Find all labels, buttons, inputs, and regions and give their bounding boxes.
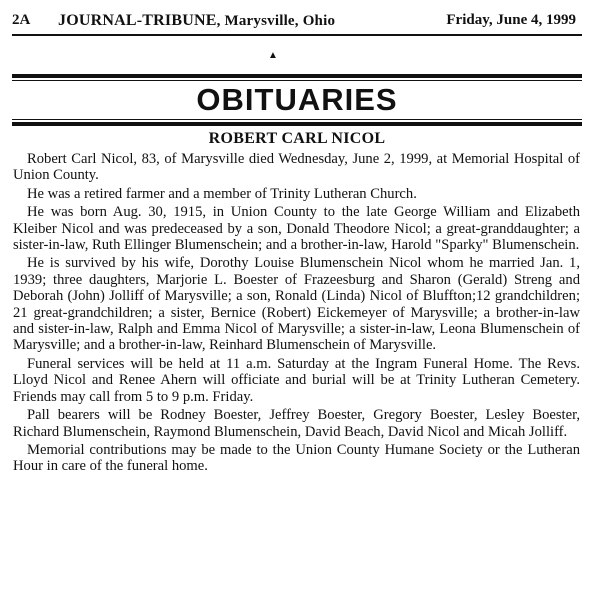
issue-date: Friday, June 4, 1999 xyxy=(446,12,576,28)
obituary-body xyxy=(13,151,580,477)
banner-top-rule-thin xyxy=(12,80,582,81)
paper-name: JOURNAL-TRIBUNE xyxy=(58,12,217,29)
paragraph-occupation: He was a retired farmer and a member of Trinity Lutheran Church. xyxy=(27,185,417,202)
section-title: OBITUARIES xyxy=(196,82,398,117)
page-number: 2A xyxy=(12,12,31,28)
paper-title xyxy=(58,12,335,30)
masthead-rule xyxy=(12,34,582,36)
paper-location: , Marysville, Ohio xyxy=(216,13,336,29)
paragraph-birth: He was born Aug. 30, 1915, in Union County to the late George William and Elizabeth Kleiber Nicol and was predeceased by a son, Donald Theodore Nicol; a great-granddaughter; a sister-in-law, Ruth Ellinger Blumenschein; and a brother-in-law, Harold "Sparky" Blumenschein. xyxy=(13,204,580,254)
banner-bottom-rule-thin xyxy=(12,119,582,120)
banner-top-rule-thick xyxy=(12,74,582,78)
masthead xyxy=(12,8,582,32)
obituary-headline: ROBERT CARL NICOL xyxy=(208,130,386,147)
paragraph-survivors: He is survived by his wife, Dorothy Louise Blumenschein Nicol whom he married Jan. 1, 1939; three daughters, Marjorie L. Boester of Frazeesburg and Sharon (Gerald) Streng and Deborah (John) Jolliff of Marysville; a son, Ronald (Linda) Nicol of Bluffton;12 grandchildren; 21 great-grandchildren; a sister, Bernice (Robert) Eickemeyer of Marysville; a brother-in-law and sister-in-law, Ralph and Emma Nicol of Marysville; a sister-in-law, Leona Blumenschein of Marysville; and a brother-in-law, Reinhard Blumenschein of Marysville. xyxy=(13,255,580,354)
bullet-icon: ▲ xyxy=(268,50,278,61)
paragraph-pallbearers: Pall bearers will be Rodney Boester, Jeffrey Boester, Gregory Boester, Lesley Boester, Richard Blumenschein, Raymond Blumenschein, David Beach, David Nicol and Micah Jolliff. xyxy=(13,407,580,440)
banner-bottom-rule-thick xyxy=(12,122,582,126)
paragraph-memorials: Memorial contributions may be made to the Union County Humane Society or the Lutheran Hour in care of the funeral home. xyxy=(13,441,580,475)
paragraph-services: Funeral services will be held at 11 a.m. Saturday at the Ingram Funeral Home. The Revs. Lloyd Nicol and Renee Ahern will officiate and burial will be at Trinity Lutheran Cemetery. Friends may call from 5 to 9 p.m. Friday. xyxy=(13,355,580,405)
paragraph-death-notice: Robert Carl Nicol, 83, of Marysville died Wednesday, June 2, 1999, at Memorial Hospital of Union County. xyxy=(13,151,580,184)
